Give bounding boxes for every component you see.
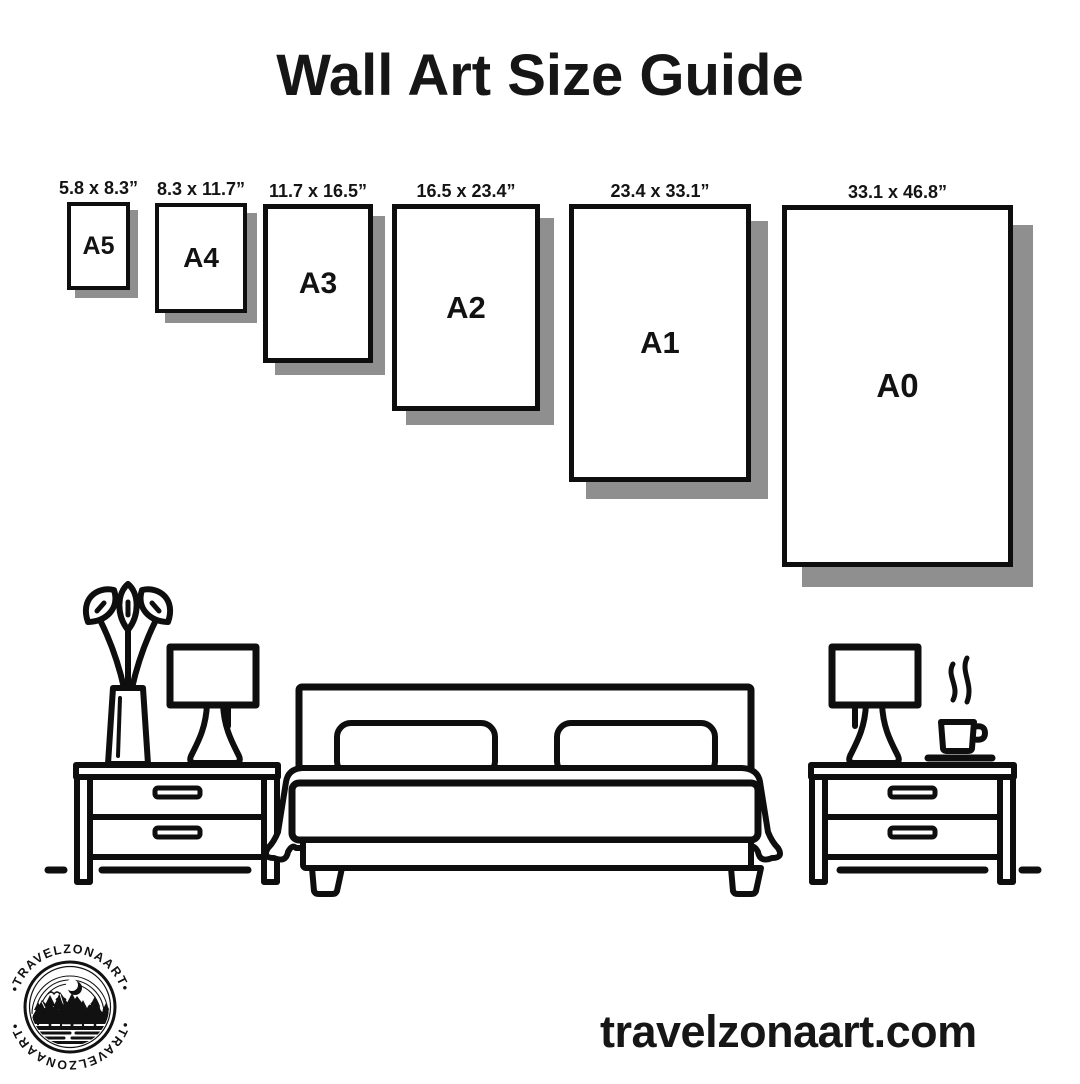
logo-text-bottom: •TRAVELZONAART• — [7, 1020, 133, 1073]
frame-a0-size-label: 33.1 x 46.8” — [847, 182, 948, 202]
frame-a0 — [782, 182, 1013, 567]
website-url: travelzonaart.com — [600, 1006, 977, 1057]
frame-a2-size-label: 16.5 x 23.4” — [416, 181, 516, 201]
frame-a3 — [263, 181, 373, 363]
nightstand-icon-right — [811, 765, 1014, 882]
nightstand-icon-left — [76, 765, 278, 882]
bed-icon — [266, 687, 780, 894]
frame-a1-letter: A1 — [640, 325, 680, 360]
table-lamp-icon-left — [170, 647, 256, 763]
frame-a5 — [58, 178, 139, 290]
frame-a0-letter: A0 — [876, 367, 919, 404]
table-lamp-icon-right — [832, 647, 918, 763]
frame-a5-size-label: 5.8 x 8.3” — [58, 178, 139, 198]
plant-vase-icon — [86, 584, 170, 764]
frame-a4-letter: A4 — [183, 242, 219, 273]
page-title: Wall Art Size Guide — [276, 43, 804, 108]
frame-a2-letter: A2 — [446, 289, 486, 325]
logo-badge — [2, 934, 138, 1084]
coffee-cup-icon — [928, 658, 992, 758]
frame-a5-letter: A5 — [82, 231, 115, 260]
frame-a1 — [569, 181, 751, 482]
frame-a4 — [155, 179, 247, 313]
frame-a2 — [392, 181, 540, 411]
bedroom-scene — [0, 580, 1080, 910]
frame-a3-letter: A3 — [298, 266, 338, 300]
frame-a3-size-label: 11.7 x 16.5” — [268, 181, 368, 201]
frame-a4-size-label: 8.3 x 11.7” — [156, 179, 246, 199]
logo-text-top: •TRAVELZONAART• — [7, 941, 133, 994]
frame-a1-size-label: 23.4 x 33.1” — [610, 181, 710, 201]
